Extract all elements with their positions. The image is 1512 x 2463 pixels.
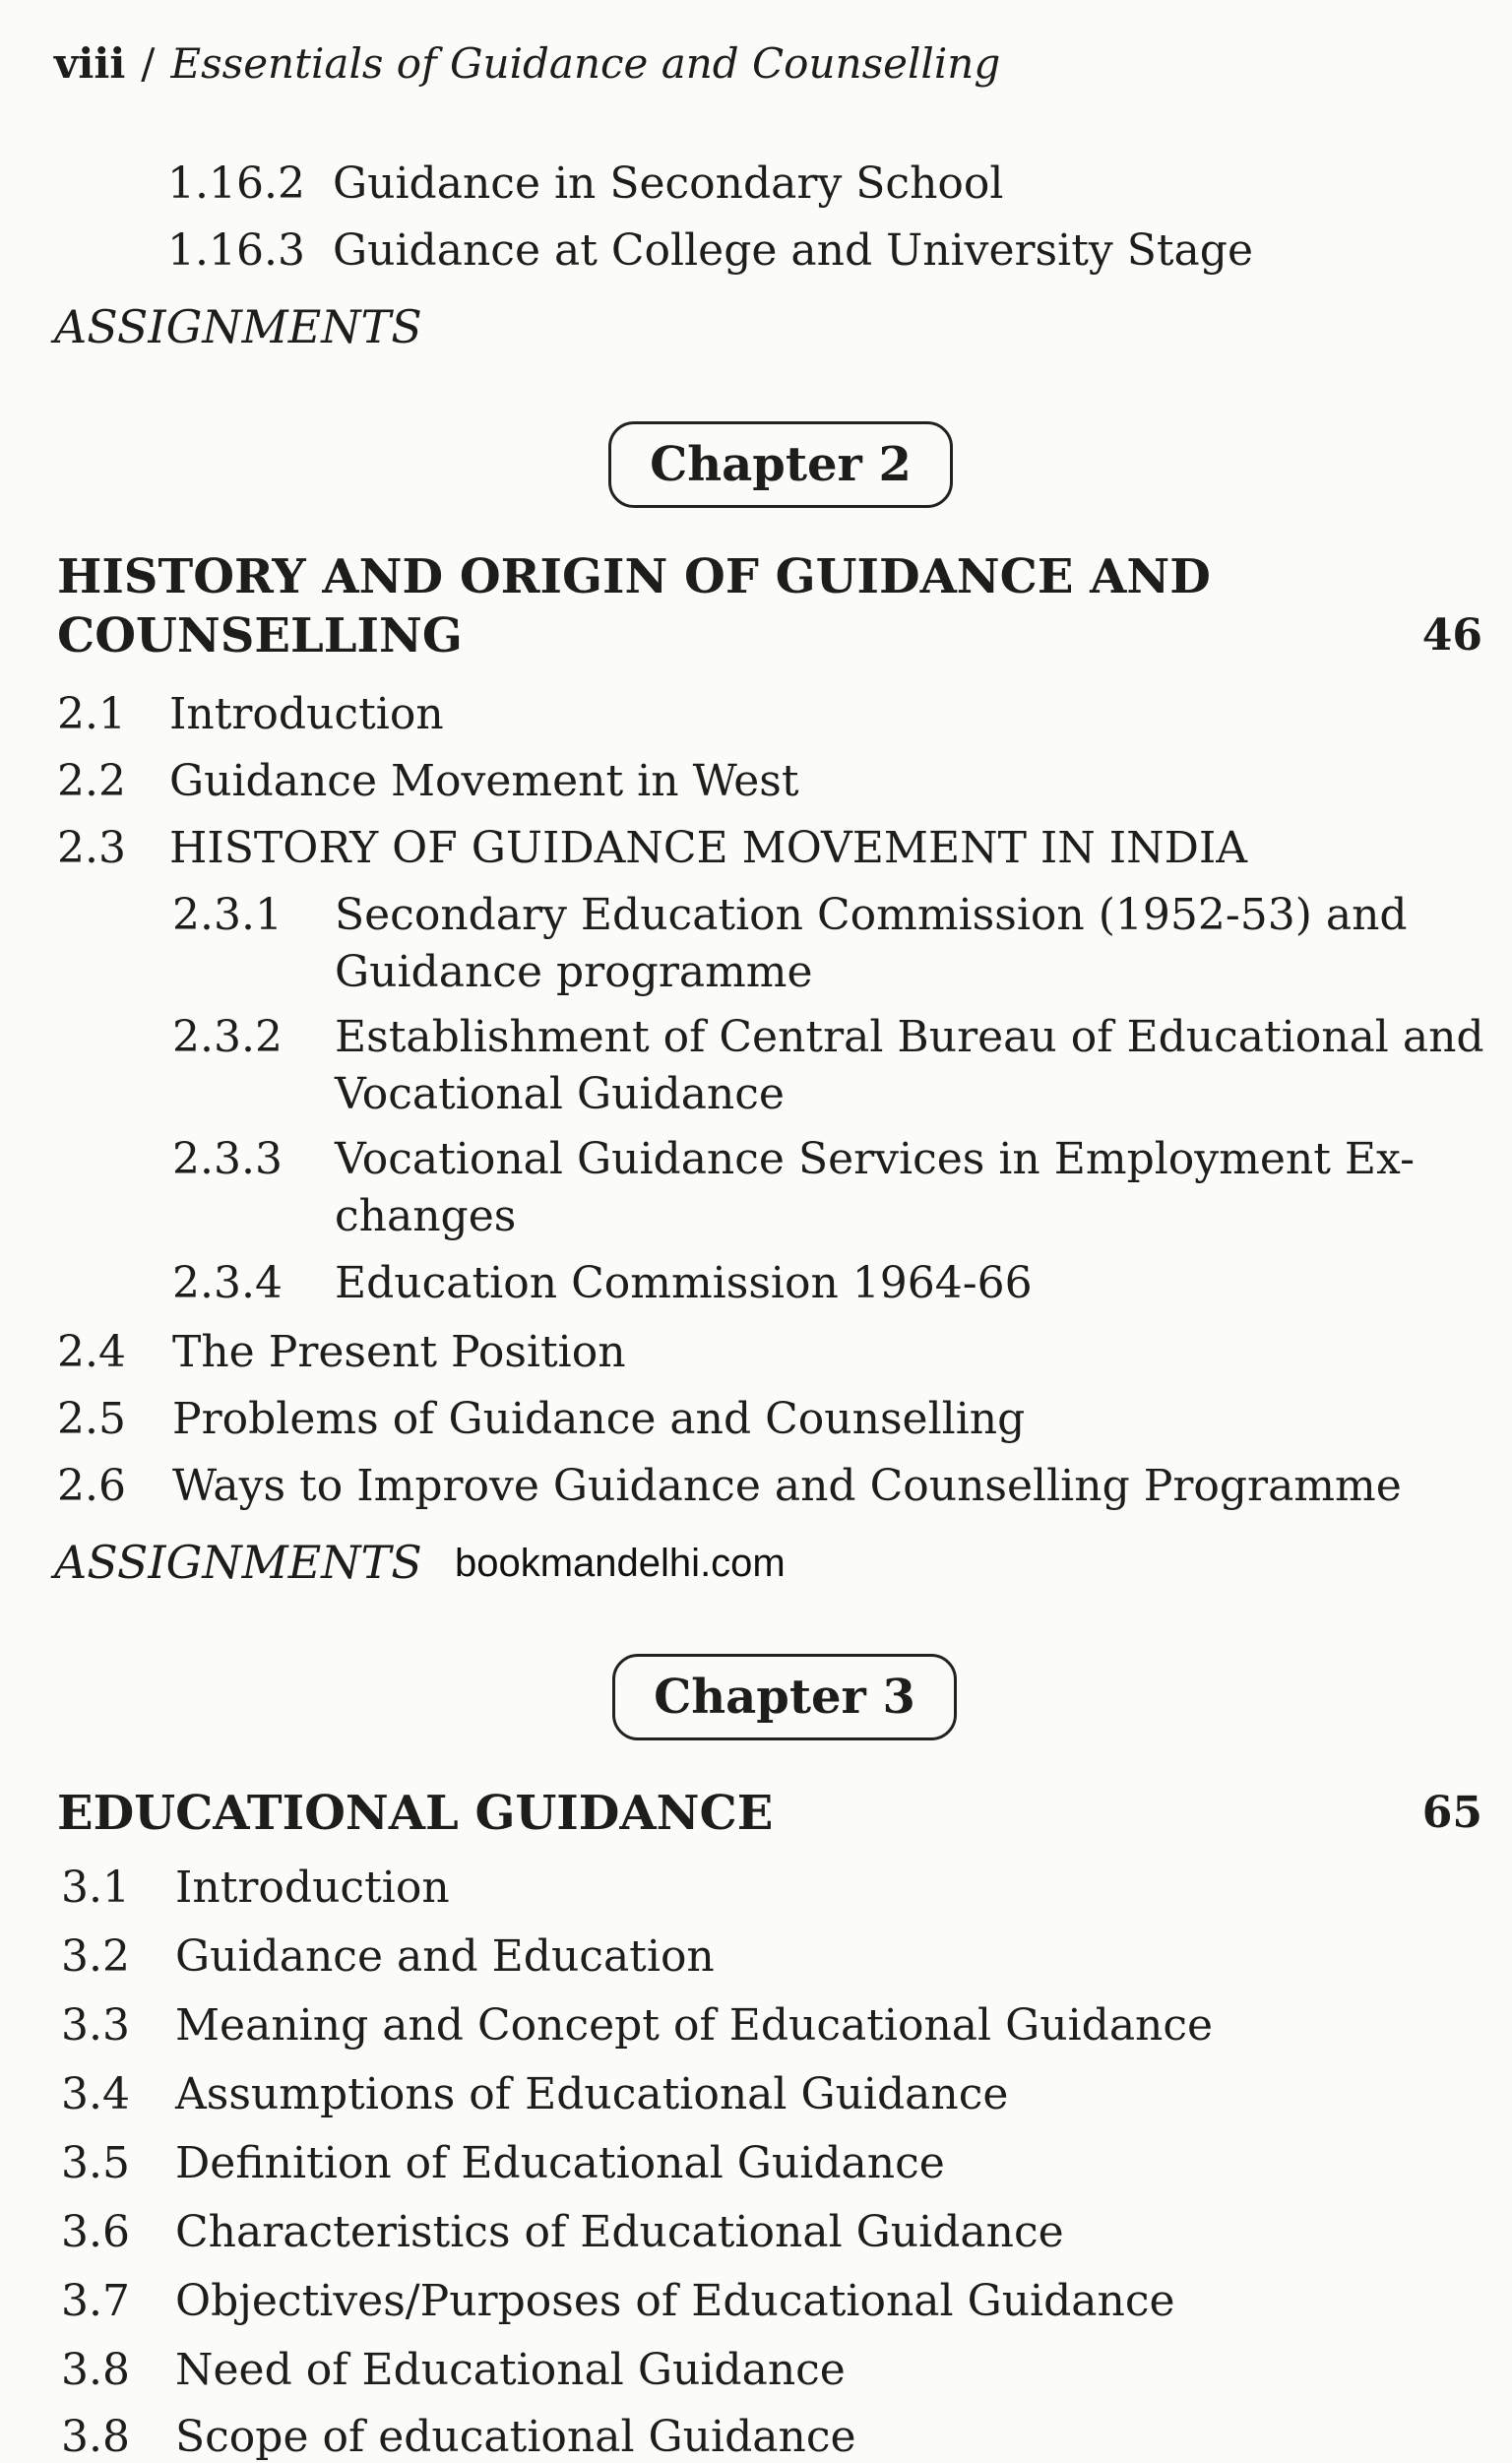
toc-entry-number: 3.2 <box>61 1931 130 1982</box>
chapter1-assignments: ASSIGNMENTS <box>54 300 422 353</box>
toc-entry-title: Need of Educational Guidance <box>175 2345 846 2395</box>
toc-entry-title: Scope of educational Guidance <box>175 2412 856 2462</box>
chapter-3-label: Chapter 3 <box>612 1654 957 1740</box>
toc-entry-title: HISTORY OF GUIDANCE MOVEMENT IN INDIA <box>169 823 1248 873</box>
toc-entry-number: 2.2 <box>57 756 126 806</box>
toc-entry-number: 2.3.3 <box>172 1134 283 1184</box>
running-head-separator: / <box>141 39 156 88</box>
toc-entry-title-continued: Vocational Guidance <box>335 1069 785 1119</box>
watermark-text: bookmandelhi.com <box>455 1542 786 1585</box>
toc-entry-title: Establishment of Central Bureau of Educational and <box>335 1012 1484 1062</box>
toc-entry-title: Education Commission 1964-66 <box>335 1258 1033 1308</box>
toc-entry-number: 3.4 <box>61 2069 130 2119</box>
toc-entry-number: 1.16.2 <box>167 158 305 209</box>
toc-entry-number: 2.3.1 <box>172 890 283 940</box>
toc-entry-title: Meaning and Concept of Educational Guidance <box>175 2000 1214 2051</box>
toc-entry-title: Characteristics of Educational Guidance <box>175 2207 1064 2257</box>
chapter-3-title: EDUCATIONAL GUIDANCE <box>57 1786 774 1841</box>
toc-entry-title: Objectives/Purposes of Educational Guidance <box>175 2276 1175 2326</box>
toc-entry-title: Guidance in Secondary School <box>333 158 1004 209</box>
toc-entry-title: Ways to Improve Guidance and Counselling Programme <box>172 1461 1402 1511</box>
chapter2-assignments: ASSIGNMENTS <box>54 1536 422 1589</box>
toc-entry-title: Vocational Guidance Services in Employment Ex- <box>335 1134 1415 1184</box>
toc-entry-number: 3.3 <box>61 2000 130 2051</box>
toc-entry-number: 2.3.4 <box>172 1258 283 1308</box>
toc-entry-number: 3.6 <box>61 2207 130 2257</box>
toc-entry-title-continued: Guidance programme <box>335 947 813 997</box>
toc-entry-title: Guidance Movement in West <box>169 756 799 806</box>
toc-entry-title: Secondary Education Commission (1952-53) and <box>335 890 1408 940</box>
chapter-3-page-number: 65 <box>1421 1788 1482 1838</box>
toc-entry-number: 2.3 <box>57 823 126 873</box>
toc-entry-number: 3.7 <box>61 2276 130 2326</box>
page-folio: viii <box>54 39 126 88</box>
toc-entry-title: Guidance and Education <box>175 1931 715 1982</box>
chapter-2-page-number: 46 <box>1421 610 1482 661</box>
toc-entry-number: 2.6 <box>57 1461 126 1511</box>
toc-entry-number: 1.16.3 <box>167 225 305 276</box>
chapter-2-title-line1: HISTORY AND ORIGIN OF GUIDANCE AND <box>57 549 1211 604</box>
toc-entry-number: 2.1 <box>57 689 126 739</box>
toc-entry-number: 3.8 <box>61 2412 130 2462</box>
toc-entry-title: Problems of Guidance and Counselling <box>172 1394 1026 1444</box>
toc-entry-title: Assumptions of Educational Guidance <box>175 2069 1009 2119</box>
chapter-2-label: Chapter 2 <box>608 421 953 508</box>
toc-entry-title: Guidance at College and University Stage <box>333 225 1253 276</box>
toc-entry-title: The Present Position <box>172 1327 626 1377</box>
toc-entry-title: Introduction <box>175 1863 450 1913</box>
book-title: Essentials of Guidance and Counselling <box>170 39 1001 88</box>
chapter-2-title-line2: COUNSELLING <box>57 608 463 663</box>
toc-entry-number: 2.4 <box>57 1327 126 1377</box>
toc-entry-title: Introduction <box>169 689 444 739</box>
toc-entry-number: 2.3.2 <box>172 1012 283 1062</box>
running-head <box>54 39 1000 88</box>
toc-entry-number: 3.1 <box>61 1863 130 1913</box>
toc-entry-number: 2.5 <box>57 1394 126 1444</box>
toc-entry-title-continued: changes <box>335 1191 517 1241</box>
toc-entry-number: 3.5 <box>61 2138 130 2188</box>
toc-entry-number: 3.8 <box>61 2345 130 2395</box>
toc-entry-title: Definition of Educational Guidance <box>175 2138 945 2188</box>
